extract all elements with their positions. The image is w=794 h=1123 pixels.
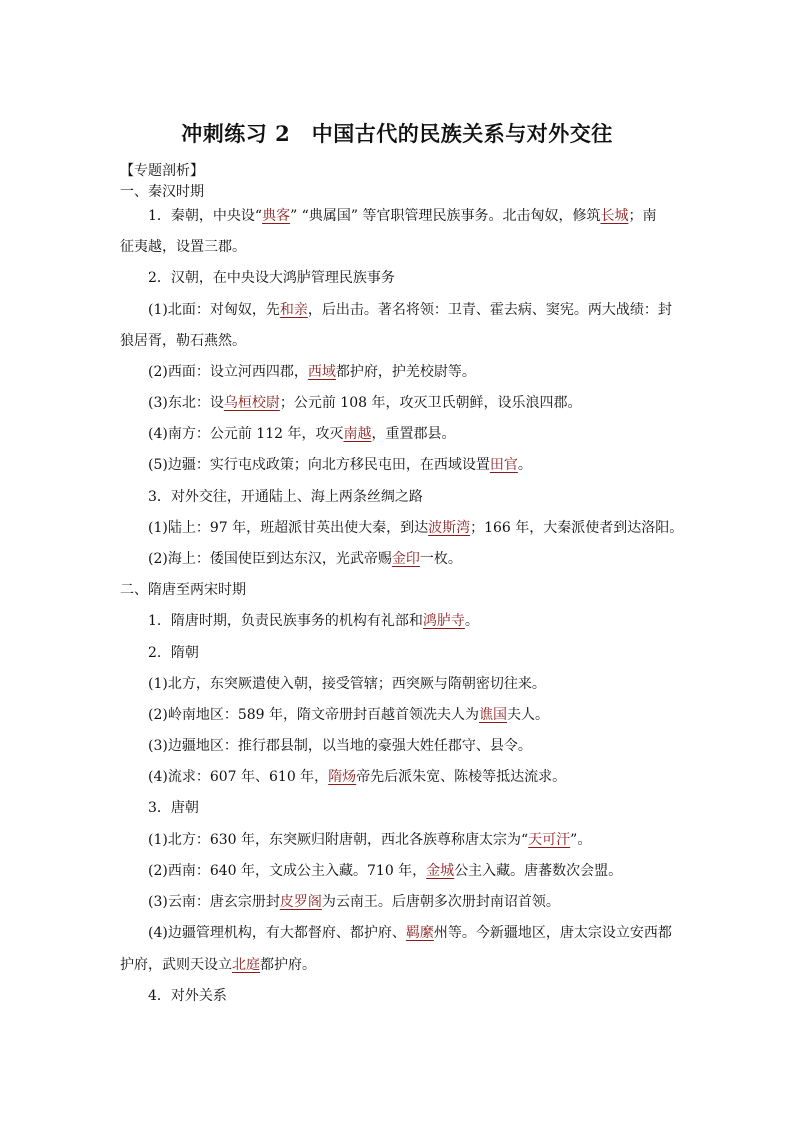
paragraph-qin: 1．秦朝，中央设“典客” “典属国” 等官职管理民族事务。北击匈奴，修筑长城；南 — [148, 208, 657, 224]
part-heading-sui-tang: 二、隋唐至两宋时期 — [120, 582, 246, 598]
paragraph-silk-road: 3．对外交往，开通陆上、海上两条丝绸之路 — [148, 489, 423, 505]
paragraph-tang-frontier: (4)边疆管理机构，有大都督府、都护府、羁縻州等。今新疆地区，唐太宗设立安西都 — [148, 925, 672, 941]
paragraph-han-south: (4)南方：公元前 112 年，攻灭南越，重置郡县。 — [148, 426, 456, 442]
paragraph-sui-lingnan: (2)岭南地区：589 年，隋文帝册封百越首领冼夫人为谯国夫人。 — [148, 707, 550, 723]
paragraph-han-west: (2)西面：设立河西四郡，西域都护府，护羌校尉等。 — [148, 364, 476, 380]
paragraph-sui: 2．隋朝 — [148, 645, 199, 661]
paragraph-han-frontier: (5)边疆：实行屯戍政策；向北方移民屯田，在西域设置田官。 — [148, 457, 532, 473]
keyword-underlined: 鸿胪寺 — [422, 613, 465, 629]
paragraph-han: 2．汉朝，在中央设大鸿胪管理民族事务 — [148, 270, 395, 286]
paragraph-foreign-relations: 4．对外关系 — [148, 988, 227, 1004]
keyword-underlined: 金印 — [391, 551, 420, 567]
keyword-underlined: 谯国 — [479, 707, 508, 723]
keyword-underlined: 羁縻 — [405, 925, 434, 941]
paragraph-sui-tang-agency: 1．隋唐时期，负责民族事务的机构有礼部和鸿胪寺。 — [148, 613, 479, 629]
paragraph-continuation: 狼居胥，勒石燕然。 — [120, 333, 246, 349]
keyword-underlined: 北庭 — [232, 957, 260, 973]
paragraph-sui-frontier: (3)边疆地区：推行郡县制，以当地的豪强大姓任郡守、县令。 — [148, 738, 532, 754]
paragraph-han-northeast: (3)东北：设乌桓校尉；公元前 108 年，攻灭卫氏朝鲜，设乐浪四郡。 — [148, 395, 582, 411]
paragraph-sui-liuqiu: (4)流求：607 年、610 年，隋炀帝先后派朱宽、陈棱等抵达流求。 — [148, 769, 567, 785]
keyword-underlined: 隋炀 — [328, 769, 357, 785]
paragraph-tang-southwest: (2)西南：640 年，文成公主入藏。710 年，金城公主入藏。唐蕃数次会盟。 — [148, 863, 623, 879]
paragraph-sui-north: (1)北方，东突厥遣使入朝，接受管辖；西突厥与隋朝密切往来。 — [148, 676, 546, 692]
keyword-underlined: 典客 — [262, 208, 291, 224]
keyword-underlined: 波斯湾 — [428, 520, 471, 536]
section-header: 【专题剖析】 — [120, 163, 204, 179]
paragraph-han-north: (1)北面：对匈奴，先和亲，后出击。著名将领：卫青、霍去病、窦宪。两大战绩：封 — [148, 302, 672, 318]
paragraph-sea-route: (2)海上：倭国使臣到达东汉，光武帝赐金印一枚。 — [148, 551, 462, 567]
keyword-underlined: 长城 — [600, 208, 629, 224]
part-heading-qin-han: 一、秦汉时期 — [120, 184, 204, 200]
paragraph-tang-north: (1)北方：630 年，东突厥归附唐朝，西北各族尊称唐太宗为“天可汗”。 — [148, 832, 592, 848]
document-title: 冲刺练习 2 中国古代的民族关系与对外交往 — [181, 121, 613, 146]
keyword-underlined: 天可汗 — [528, 832, 571, 848]
keyword-underlined: 田官 — [489, 457, 518, 473]
keyword-underlined: 乌桓校尉 — [223, 395, 280, 411]
paragraph-land-route: (1)陆上：97 年，班超派甘英出使大秦，到达波斯湾；166 年，大秦派使者到达洛阳。 — [148, 520, 684, 536]
keyword-underlined: 南越 — [343, 426, 372, 442]
keyword-underlined: 皮罗阁 — [279, 894, 322, 910]
keyword-underlined: 西域 — [307, 364, 336, 380]
keyword-underlined: 金城 — [426, 863, 455, 879]
keyword-underlined: 和亲 — [279, 302, 308, 318]
paragraph-continuation: 征夷越，设置三郡。 — [120, 239, 246, 255]
paragraph-continuation: 护府，武则天设立北庭都护府。 — [120, 957, 316, 973]
paragraph-tang-yunnan: (3)云南：唐玄宗册封皮罗阁为云南王。后唐朝多次册封南诏首领。 — [148, 894, 560, 910]
paragraph-tang: 3．唐朝 — [148, 800, 199, 816]
